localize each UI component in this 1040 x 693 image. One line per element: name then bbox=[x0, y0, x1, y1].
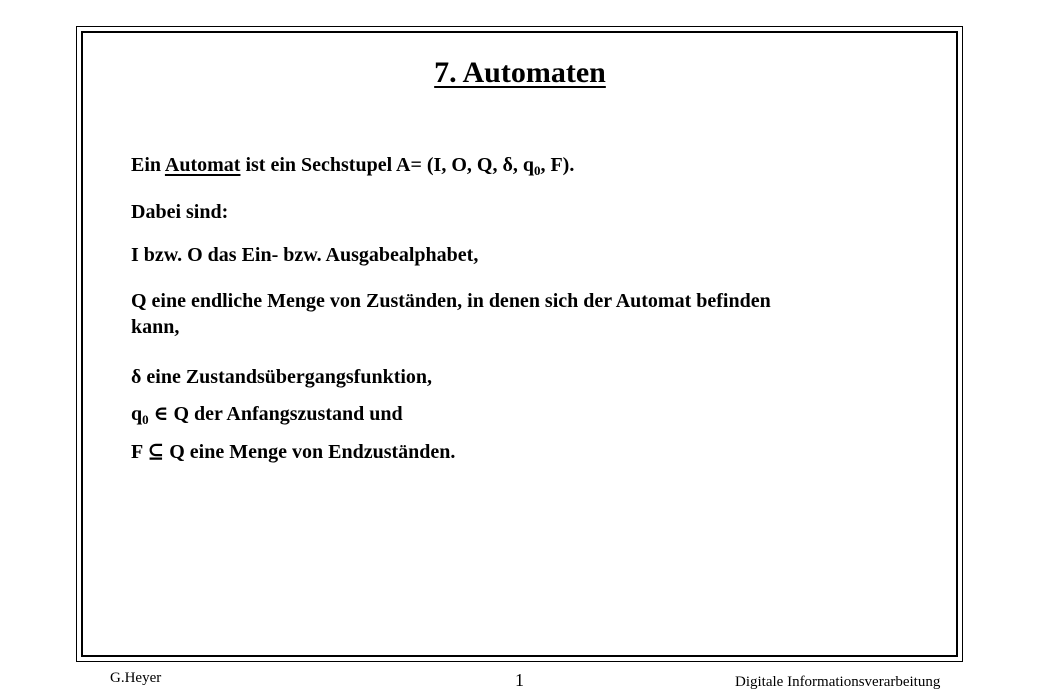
delta-symbol: δ bbox=[131, 366, 142, 388]
term-automat: Automat bbox=[164, 154, 241, 176]
slide-frame-inner bbox=[81, 31, 958, 657]
slide-title: 7. Automaten bbox=[434, 56, 606, 89]
delta-symbol: δ bbox=[502, 154, 513, 176]
item-f: F ⊆ Q eine Menge von Endzuständen. bbox=[131, 441, 456, 463]
subset-symbol: ⊆ bbox=[147, 441, 165, 463]
item-io: I bzw. O das Ein- bzw. Ausgabealphabet, bbox=[131, 244, 479, 266]
item-q0: $q_0$ ∈ Q der Anfangszustand und bbox=[131, 403, 403, 427]
footer-course: Digitale Informationsverarbeitung bbox=[735, 674, 941, 690]
item-q-line1: Q eine endliche Menge von Zuständen, in denen sich der Automat befinden bbox=[131, 290, 771, 312]
footer-author: G.Heyer bbox=[110, 670, 162, 686]
footer-page-number: 1 bbox=[515, 670, 524, 690]
item-delta: δ eine Zustandsübergangsfunktion, bbox=[131, 366, 433, 388]
definition-line: Ein Automat ist ein Sechstupel A= (I, O, Q, δ, $q_0$, F). bbox=[131, 154, 575, 178]
element-of-symbol: ∈ bbox=[148, 403, 174, 425]
item-q-line2: kann, bbox=[131, 316, 180, 338]
dabei-line: Dabei sind: bbox=[131, 201, 229, 223]
